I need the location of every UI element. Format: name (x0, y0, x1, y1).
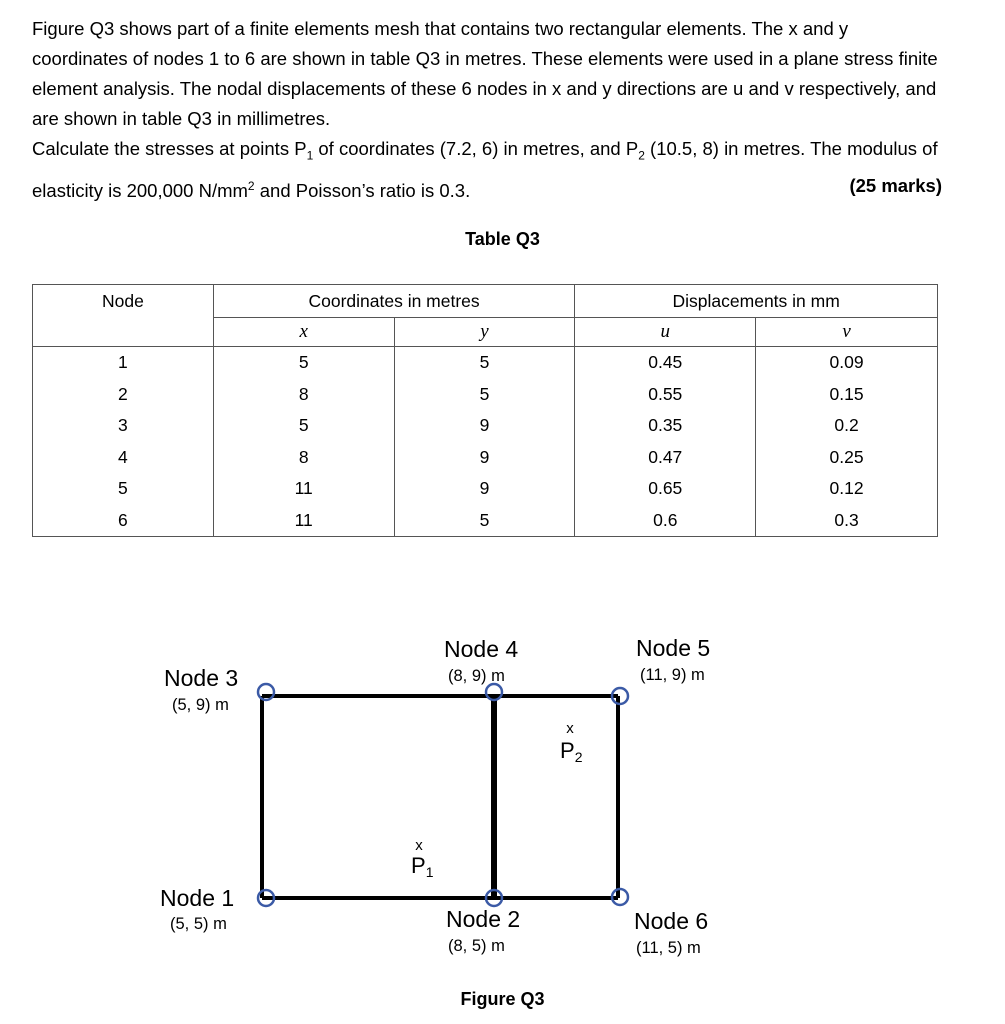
squared-superscript: 2 (247, 178, 255, 193)
node-1-label: Node 1 (160, 885, 235, 911)
subheader-y: y (394, 318, 575, 347)
subheader-u: u (575, 318, 756, 347)
p1-letter: P (411, 853, 426, 878)
cell-y: 5 (394, 379, 575, 411)
node-2-coord: (8, 5) m (448, 937, 505, 955)
p1-subscript: 1 (306, 148, 314, 163)
cell-v: 0.3 (756, 505, 938, 537)
cell-x: 8 (213, 379, 394, 411)
header-coordinates: Coordinates in metres (213, 285, 575, 318)
node-1-coord: (5, 5) m (170, 915, 227, 933)
cell-x: 8 (213, 442, 394, 474)
question-part-4: and Poisson’s ratio is 0.3. (254, 179, 471, 201)
mesh-edges (262, 696, 618, 898)
node-4-coord: (8, 9) m (448, 667, 505, 685)
node-5-label: Node 5 (636, 635, 711, 661)
cell-u: 0.6 (575, 505, 756, 537)
node-5-coord: (11, 9) m (640, 666, 705, 684)
question-part-2: of coordinates (7.2, 6) in metres, and P (313, 138, 639, 159)
cell-x: 11 (213, 505, 394, 537)
cell-node: 3 (33, 410, 214, 442)
question-paragraph-1: Figure Q3 shows part of a finite elements mesh that contains two rectangular elements. The x and y coordinates of nodes 1 to 6 are shown in table Q3 in metres. These elements were used in a plane stress finite element analysis. The nodal displacements of these 6 nodes in x and y directions are u and v respectively, and are shown in table Q3 in millimetres. (32, 18, 938, 129)
header-node: Node (33, 285, 214, 347)
cell-v: 0.09 (756, 347, 938, 379)
p2-letter: P (560, 738, 575, 763)
p2-subscript: 2 (638, 148, 645, 163)
cell-x: 11 (213, 473, 394, 505)
node-4-label: Node 4 (444, 636, 519, 662)
node-6-coord: (11, 5) m (636, 939, 701, 957)
p2-x-marker: x (566, 720, 574, 737)
cell-x: 5 (213, 347, 394, 379)
node-3-coord: (5, 9) m (172, 696, 229, 714)
header-displacements: Displacements in mm (575, 285, 938, 318)
cell-y: 9 (394, 473, 575, 505)
cell-v: 0.12 (756, 473, 938, 505)
question-part-3: (10.5, 8) in metres. The modulus of elasticity is 200,000 N/mm (32, 138, 938, 201)
subheader-x: x (213, 318, 394, 347)
table-caption: Table Q3 (465, 229, 540, 249)
cell-y: 9 (394, 410, 575, 442)
cell-u: 0.47 (575, 442, 756, 474)
node-2-label: Node 2 (446, 906, 521, 932)
cell-node: 2 (33, 379, 214, 411)
subheader-v: v (756, 318, 938, 347)
cell-y: 5 (394, 505, 575, 537)
cell-y: 9 (394, 442, 575, 474)
cell-node: 5 (33, 473, 214, 505)
p2-label (560, 738, 583, 765)
cell-u: 0.45 (575, 347, 756, 379)
cell-node: 4 (33, 442, 214, 474)
p2-sub: 2 (574, 749, 583, 765)
node-3-label: Node 3 (164, 665, 239, 691)
cell-u: 0.35 (575, 410, 756, 442)
question-part-1: Calculate the stresses at points P (32, 138, 307, 159)
p1-sub: 1 (425, 864, 434, 880)
marks-label: (25 marks) (849, 174, 942, 196)
cell-u: 0.55 (575, 379, 756, 411)
cell-u: 0.65 (575, 473, 756, 505)
cell-node: 6 (33, 505, 214, 537)
cell-y: 5 (394, 347, 575, 379)
p1-x-marker: x (415, 837, 423, 854)
p1-label (411, 853, 434, 880)
cell-x: 5 (213, 410, 394, 442)
node-6-label: Node 6 (634, 908, 709, 934)
figure-caption: Figure Q3 (460, 989, 545, 1009)
cell-v: 0.2 (756, 410, 938, 442)
cell-v: 0.25 (756, 442, 938, 474)
cell-v: 0.15 (756, 379, 938, 411)
node-markers (258, 684, 628, 906)
cell-node: 1 (33, 347, 214, 379)
